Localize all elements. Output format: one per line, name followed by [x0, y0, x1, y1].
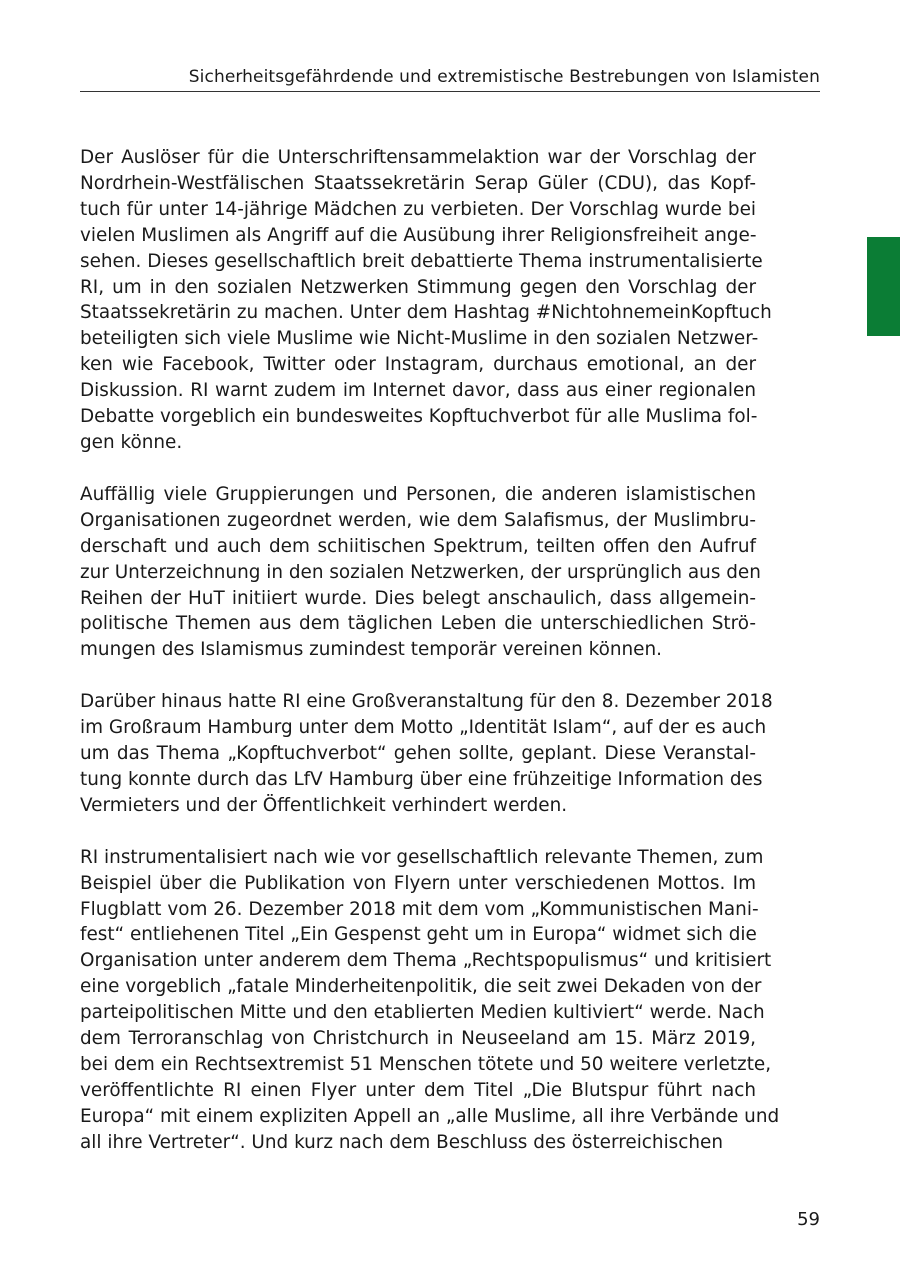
text-line: ken wie Facebook, Twitter oder Instagram, durchaus emotional, an der — [80, 354, 756, 376]
text-line: bei dem ein Rechtsextremist 51 Menschen tötete und 50 weitere verletzte, — [80, 1054, 772, 1075]
text-line: Flugblatt vom 26. Dezember 2018 mit dem vom „Kommunistischen Mani- — [80, 898, 759, 920]
text-line: fest“ entliehenen Titel „Ein Gespenst geht um in Europa“ widmet sich die — [80, 924, 757, 946]
text-line: Vermieters und der Öffentlichkeit verhindert werden. — [80, 794, 568, 816]
text-line: RI, um in den sozialen Netzwerken Stimmung gegen den Vorschlag der — [80, 276, 756, 298]
text-line: tung konnte durch das LfV Hamburg über eine frühzeitige Information des — [80, 768, 763, 790]
text-line: parteipolitischen Mitte und den etablierten Medien kultiviert“ werde. Nach — [80, 1002, 765, 1024]
text-line: Darüber hinaus hatte RI eine Großveranstaltung für den 8. Dezember 2018 — [80, 691, 773, 713]
text-line: dem Terroranschlag von Christchurch in Neuseeland am 15. März 2019, — [80, 1028, 756, 1050]
running-header: Sicherheitsgefährdende und extremistische Bestrebungen von Islamisten — [188, 67, 820, 87]
text-line: im Großraum Hamburg unter dem Motto „Identität Islam“, auf der es auch — [80, 717, 767, 739]
body-text — [80, 145, 780, 1182]
paragraph — [80, 845, 780, 1156]
paragraph — [80, 689, 773, 819]
text-line: all ihre Vertreter“. Und kurz nach dem Beschluss des österreichischen — [80, 1131, 723, 1153]
text-line: sehen. Dieses gesellschaftlich breit debattierte Thema instrumentalisierte — [80, 250, 763, 272]
text-line: Staatssekretärin zu machen. Unter dem Hashtag #NichtohnemeinKopftuch — [80, 302, 772, 324]
text-line: veröffentlichte RI einen Flyer unter dem Titel „Die Blutspur führt nach — [80, 1079, 756, 1101]
text-line: Der Auslöser für die Unterschriftensammelaktion war der Vorschlag der — [80, 147, 756, 168]
text-line: Auffällig viele Gruppierungen und Personen, die anderen islamistischen — [80, 483, 756, 505]
paragraph — [80, 145, 772, 456]
text-line: gen könne. — [80, 431, 183, 453]
text-line: RI instrumentalisiert nach wie vor gesellschaftlich relevante Themen, zum — [80, 846, 764, 868]
text-line: Organisation unter anderem dem Thema „Rechtspopulismus“ und kritisiert — [80, 950, 772, 972]
header-rule — [80, 91, 820, 92]
text-line: um das Thema „Kopftuchverbot“ gehen sollte, geplant. Diese Veranstal- — [80, 743, 756, 765]
text-line: mungen des Islamismus zumindest temporär vereinen können. — [80, 639, 662, 661]
text-line: tuch für unter 14-jährige Mädchen zu verbieten. Der Vorschlag wurde bei — [80, 198, 756, 220]
text-line: derschaft und auch dem schiitischen Spektrum, teilten offen den Aufruf — [80, 535, 756, 557]
chapter-marker-tab — [867, 237, 900, 336]
text-line: Beispiel über die Publikation von Flyern unter verschiedenen Mottos. Im — [80, 872, 756, 894]
text-line: politische Themen aus dem täglichen Leben die unterschiedlichen Strö- — [80, 613, 756, 635]
paragraph — [80, 482, 761, 663]
text-line: Debatte vorgeblich ein bundesweites Kopftuchverbot für alle Muslima fol- — [80, 406, 758, 428]
text-line: vielen Muslimen als Angriff auf die Ausübung ihrer Religionsfreiheit ange- — [80, 224, 757, 246]
text-line: Nordrhein-Westfälischen Staatssekretärin Serap Güler (CDU), das Kopf- — [80, 172, 756, 194]
text-line: Organisationen zugeordnet werden, wie dem Salafismus, der Muslimbru- — [80, 509, 756, 531]
text-line: Europa“ mit einem expliziten Appell an „alle Muslime, all ihre Verbände und — [80, 1105, 780, 1127]
text-line: Reihen der HuT initiiert wurde. Dies belegt anschaulich, dass allgemein- — [80, 587, 756, 609]
page-number: 59 — [797, 1209, 820, 1230]
text-line: beteiligten sich viele Muslime wie Nicht-Muslime in den sozialen Netzwer- — [80, 328, 759, 350]
text-line: zur Unterzeichnung in den sozialen Netzwerken, der ursprünglich aus den — [80, 561, 761, 583]
text-line: eine vorgeblich „fatale Minderheitenpolitik, die seit zwei Dekaden von der — [80, 976, 762, 998]
text-line: Diskussion. RI warnt zudem im Internet davor, dass aus einer regionalen — [80, 380, 756, 402]
